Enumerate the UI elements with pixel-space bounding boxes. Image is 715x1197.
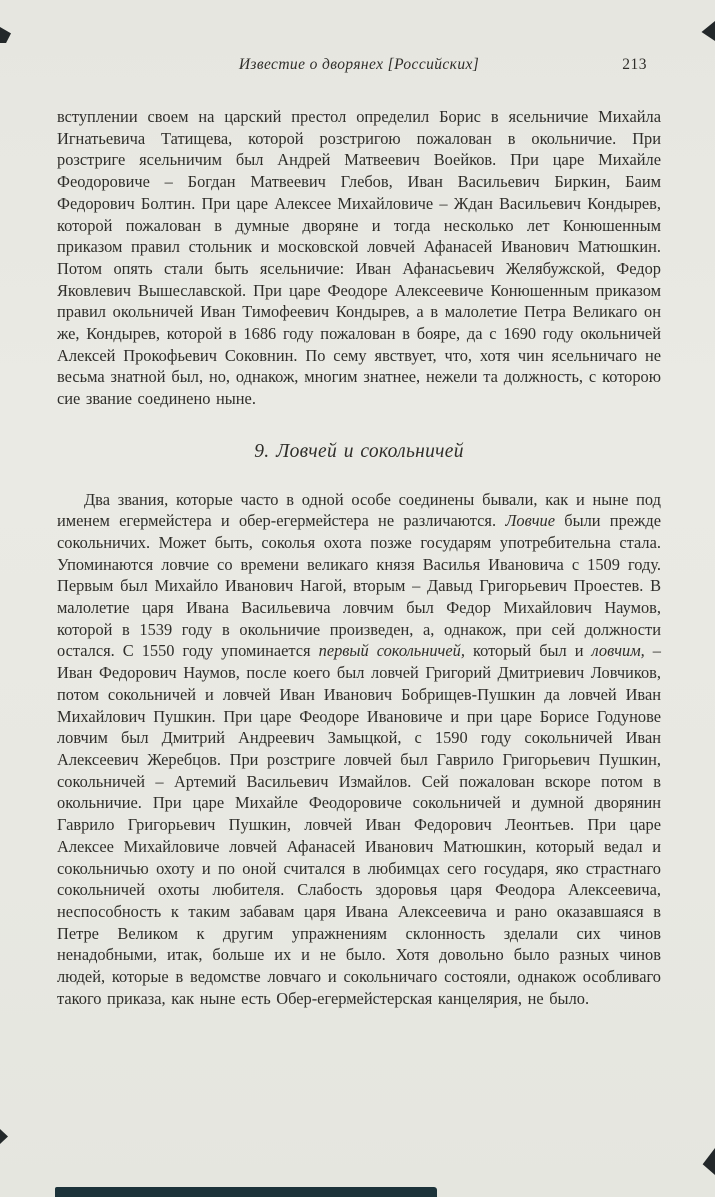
- scan-artifact-top-right: [700, 21, 715, 41]
- text-segment-italic: ловчим,: [591, 641, 645, 661]
- scan-artifact-bottom-bar: [55, 1187, 437, 1197]
- text-segment: – Иван Федорович Наумов, после коего был ловчей Григорий Дмитриевич Ловчиков, потом сокольничей и ловчей Иван Иванович Бобрищев-Пушкин да ловчей Иван Михайлович Пушкин. При царе Феодоре Ивановиче и при царе Борисе Годунове ловчим был Дмитрий Андреевич Замыцкой, с 1590 году сокольничей Иван Алексеевич Жеребцов. При розстриге ловчей был Гаврило Григорьевич Пушкин, сокольничей – Артемий Васильевич Измайлов. Сей пожалован вскоре потом в окольничие. При царе Михайле Феодоровиче сокольничей и думной дворянин Гаврило Григорьевич Пушкин, ловчей Иван Федорович Леонтьев. При царе Алексее Михайловиче ловчей Афанасей Иванович Матюшкин, который ведал и сокольничью охоту и по оной считался в любимцах сего государя, яко страстнаго сокольничей охоты любителя. Слабость здоровья царя Феодора Алексеевича, неспособность к таким забавам царя Ивана Алексеевича и рано оказавшаяся в Петре Великом к другим упражнениям склонность зделали сих чинов ненадобными, итак, больше их и не было. Хотя довольно было разных чинов людей, которые в ведомстве ловчаго и сокольничаго состояли, однакож особливаго такого приказа, как ныне есть Обер-егермейстерская канцелярия, не было.: [57, 641, 661, 1008]
- paragraph-2: [57, 489, 661, 1010]
- section-heading: 9. Ловчей и сокольничей: [254, 440, 464, 462]
- text-segment: Два звания, которые часто в одной особе соединены бывали, как и ныне под именем егермейстера и обер-егермейстера не различаются.: [57, 489, 661, 531]
- text-segment: были прежде сокольничих. Может быть, соколья охота позже государям употребительна стала. Упоминаются ловчие со времени великаго князя Василья Ивановича с 1509 году. Первым был Михайло Иванович Нагой, вторым – Давыд Григорьевич Проестев. В малолетие царя Ивана Васильевича ловчим был Федор Михайлович Наумов, которой в 1539 году в окольничие произведен, а, однакож, при сей должности остался. С 1550 году упоминается: [57, 511, 661, 661]
- scan-artifact-bottom-left: [0, 1129, 8, 1144]
- scan-artifact-bottom-right: [702, 1148, 715, 1175]
- running-title: Известие о дворянех [Российских]: [238, 56, 480, 73]
- paragraph-1: [57, 106, 661, 410]
- text-segment: который был и: [464, 641, 592, 661]
- page-body: [57, 106, 661, 1009]
- text-segment-italic: первый сокольничей,: [318, 641, 465, 661]
- text-segment-italic: Ловчие: [505, 511, 556, 531]
- text-segment: вступлении своем на царский престол определил Борис в ясельничие Михайла Игнатьевича Татищева, которой розстригою пожалован в окольничие. При розстриге ясельничим был Андрей Матвеевич Воейков. При царе Михайле Феодоровиче – Богдан Матвеевич Глебов, Иван Васильевич Биркин, Баим Федорович Болтин. При царе Алексее Михайловиче – Ждан Васильевич Кондырев, которой пожалован в думные дворяне и тогда несколько лет Конюшенным приказом правил стольник и московской ловчей Афанасей Иванович Матюшкин. Потом опять стали быть ясельничие: Иван Афанасьевич Желябужской, Федор Яковлевич Вышеславской. При царе Феодоре Алексеевиче Конюшенным приказом правил окольничей Иван Тимофеевич Кондырев, а в малолетие Петра Великаго он же, Кондырев, которой в 1686 году пожалован в бояре, да с 1690 году окольничей Алексей Прокофьевич Соковнин. По сему явствует, что, хотя чин ясельничаго не весьма знатной был, но, однакож, многим знатнее, нежели та должность, с которою сие звание соединено ныне.: [57, 107, 661, 409]
- page-number: 213: [622, 56, 647, 73]
- page-header: [57, 55, 661, 75]
- scan-artifact-top-left: [0, 27, 11, 43]
